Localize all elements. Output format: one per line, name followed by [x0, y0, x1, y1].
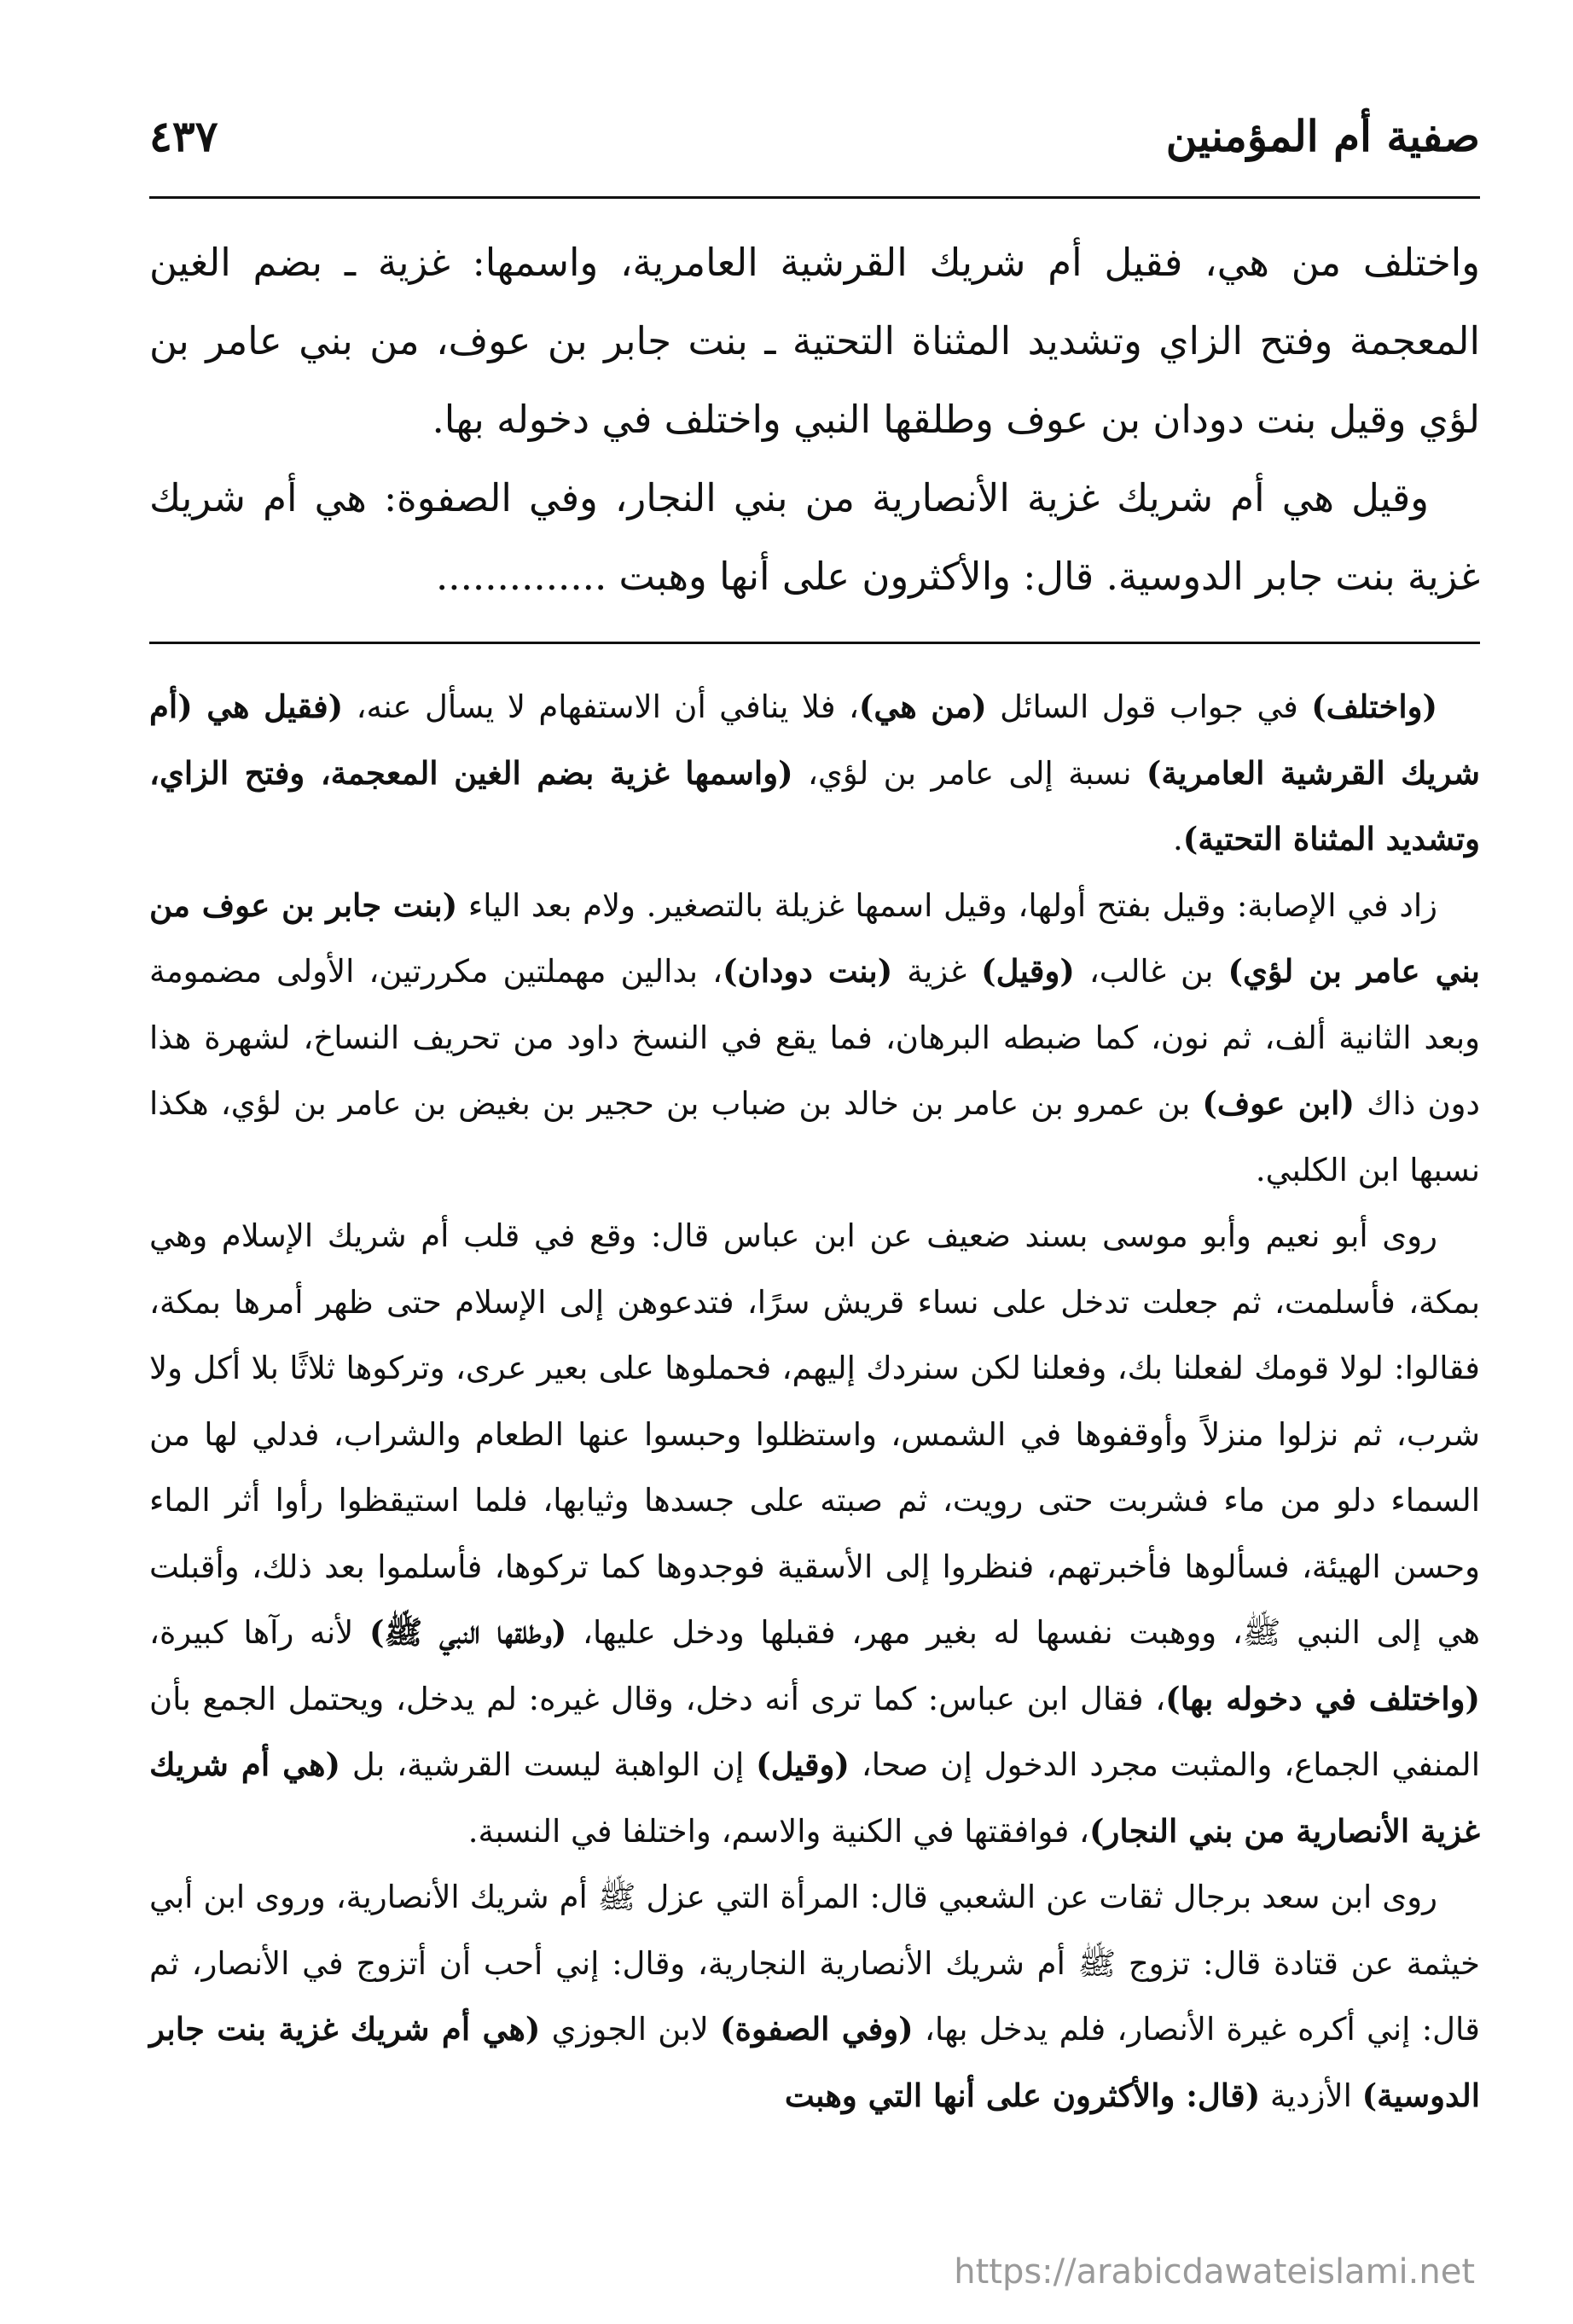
- header-divider: [149, 196, 1480, 199]
- main-text-paragraph: واختلف من هي، فقيل أم شريك القرشية العامرية، واسمها: غزية ـ بضم الغين المعجمة وفتح الزاي وتشديد المثناة التحتية ـ بنت جابر بن عوف، من بني عامر بن لؤي وقيل بنت دودان بن عوف وطلقها النبي واختلف في دخوله بها.: [149, 240, 1480, 442]
- commentary-text: لابن الجوزي: [540, 2011, 721, 2048]
- commentary-text: الأزدية: [1260, 2077, 1362, 2114]
- commentary-quoted-text: (من هي): [858, 688, 987, 725]
- commentary-text: روى أبو نعيم وأبو موسى بسند ضعيف عن ابن عباس قال: وقع في قلب أم شريك الإسلام وهي بمكة، فأسلمت، ثم جعلت تدخل على نساء قريش سرًا، فتدعوهن إلى الإسلام حتى ظهر أمرها بمكة، فقالوا: لولا قومك لفعلنا بك، وفعلنا لكن سنردك إليهم، فحملوها على بعير عرى، وتركوها ثلاثًا بلا أكل ولا شرب، ثم نزلوا منزلاً وأوقفوها في الشمس، واستظلوا وحبسوا عنها الطعام والشراب، فدلي لها من السماء دلو من ماء فشربت حتى رويت، ثم صبته على جسدها وثيابها، فلما استيقظوا رأوا أثر الماء وحسن الهيئة، فسألوها فأخبرتهم، فنظروا إلى الأسقية فوجدوها كما تركوها، فأسلموا بعد ذلك، وأقبلت هي إلى النبي ﷺ، ووهبت نفسها له بغير مهر، فقبلها ودخل عليها،: [149, 1217, 1481, 1651]
- commentary-text: بن عمرو بن عامر بن خالد بن ضباب بن حجير بن بغيض بن عامر بن لؤي، هكذا نسبها ابن الكلبي.: [149, 1085, 1480, 1188]
- commentary-quoted-text: (واسمها غزية بضم الغين المعجمة، وفتح الزاي، وتشديد المثناة التحتية): [149, 753, 1480, 857]
- commentary-quoted-text: (وفي الصفوة): [720, 2010, 914, 2048]
- watermark-url: https://arabicdawateislami.net: [954, 2252, 1475, 2292]
- commentary-quoted-text: (فقيل هي (أم شريك القرشية العامرية): [149, 688, 1481, 792]
- commentary-quoted-text: (بنت دودان): [723, 952, 893, 990]
- commentary-quoted-text: (واختلف): [1311, 688, 1437, 725]
- commentary-text: ، فقال ابن عباس: كما ترى أنه دخل، وقال غيره: لم يدخل، ويحتمل الجمع بأن المنفي الجماع، والمثبت مجرد الدخول إن صحا،: [149, 1680, 1480, 1783]
- commentary: [149, 674, 1480, 2129]
- commentary-text: .: [1172, 821, 1183, 857]
- commentary-text: زاد في الإصابة: وقيل بفتح أولها، وقيل اسمها غزيلة بالتصغير. ولام بعد الياء: [457, 886, 1437, 924]
- commentary-text: نسبة إلى عامر بن لؤي،: [792, 754, 1146, 792]
- commentary-text: ، فلا ينافي أن الاستفهام لا يسأل عنه،: [343, 688, 859, 725]
- commentary-text: لأنه رآها كبيرة،: [149, 1614, 369, 1651]
- commentary-paragraph: [149, 674, 1480, 873]
- commentary-quoted-text: (بنت جابر بن عوف من بني عامر بن لؤي): [149, 886, 1480, 990]
- text-divider: [149, 642, 1480, 644]
- commentary-paragraph: [149, 1203, 1480, 1864]
- commentary-quoted-text: (وطلقها النبي ﷺ): [369, 1613, 567, 1651]
- running-title: صفية أم المؤمنين: [1165, 111, 1480, 161]
- commentary-text: غزية: [892, 953, 982, 990]
- commentary-text: ، بدالين مهملتين مكررتين، الأولى مضمومة وبعد الثانية ألف، ثم نون، كما ضبطه البرهان، فما يقع في النسخ داود من تحريف النساخ، لشهرة هذا دون ذاك: [149, 953, 1480, 1122]
- main-text: [149, 224, 1480, 616]
- commentary-quoted-text: (هي أم شريك غزية بنت جابر الدوسية): [149, 2010, 1480, 2114]
- commentary-quoted-text: (وقيل): [756, 1746, 850, 1783]
- commentary-text: في جواب قول السائل: [986, 688, 1312, 725]
- page-number: ٤٣٧: [149, 111, 218, 161]
- main-text-paragraph: وقيل هي أم شريك غزية الأنصارية من بني النجار، وفي الصفوة: هي أم شريك غزية بنت جابر الدوسية. قال: والأكثرون على أنها وهبت ..............: [149, 475, 1480, 599]
- commentary-quoted-text: (وقيل): [981, 952, 1075, 990]
- commentary-quoted-text: (ابن عوف): [1202, 1084, 1355, 1122]
- commentary-paragraph: [149, 1864, 1480, 2129]
- commentary-quoted-text: (هي أم شريك غزية الأنصارية من بني النجار): [149, 1746, 1480, 1850]
- commentary-paragraph: [149, 873, 1480, 1204]
- commentary-text: روى ابن سعد برجال ثقات عن الشعبي قال: المرأة التي عزل ﷺ أم شريك الأنصارية، وروى ابن أبي خيثمة عن قتادة قال: تزوج ﷺ أم شريك الأنصارية النجارية، وقال: إني أحب أن أتزوج في الأنصار، ثم قال: إني أكره غيرة الأنصار، فلم يدخل بها،: [149, 1879, 1480, 2048]
- commentary-text: بن غالب،: [1074, 953, 1228, 990]
- commentary-quoted-text: (قال: والأكثرون على أنها التي وهبت: [784, 2076, 1261, 2114]
- commentary-text: إن الواهبة ليست القرشية، بل: [340, 1746, 757, 1783]
- commentary-text: ، فوافقتها في الكنية والاسم، واختلفا في النسبة.: [467, 1812, 1089, 1850]
- commentary-quoted-text: (واختلف في دخوله بها): [1165, 1679, 1480, 1717]
- page-header: [149, 102, 1480, 196]
